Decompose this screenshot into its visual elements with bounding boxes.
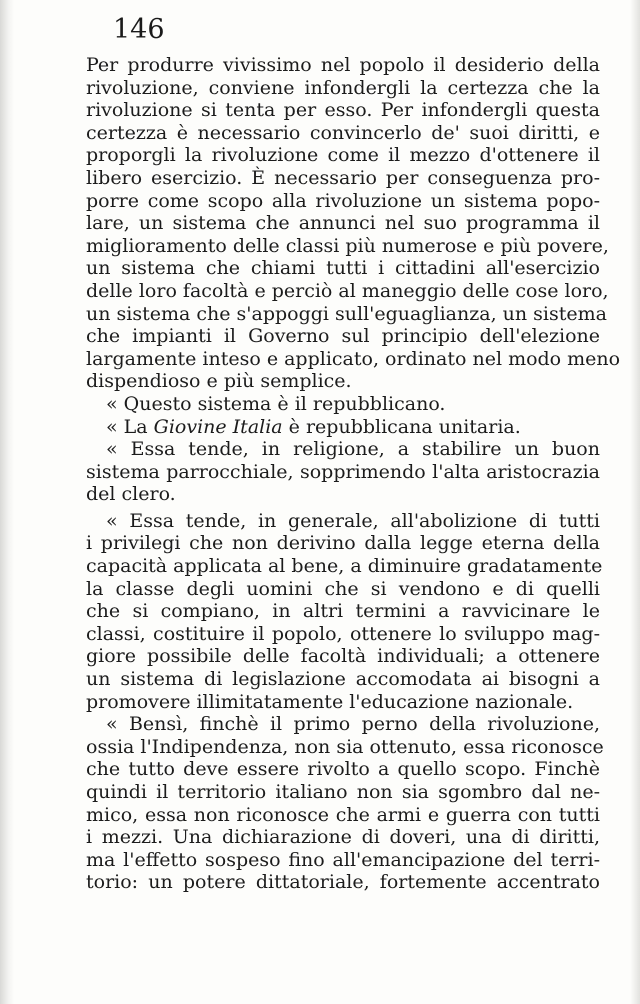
text-line: un sistema che s'appoggi sull'eguaglianza, un sistema	[86, 302, 607, 325]
text-line: « La Giovine Italia è repubblicana unitaria.	[106, 415, 521, 438]
text-line: « Essa tende, in generale, all'abolizione di tutti	[106, 509, 600, 532]
text-line: « Questo sistema è il repubblicano.	[106, 392, 446, 415]
text-line: quindi il territorio italiano non sia sgombro dal ne-	[86, 781, 600, 803]
body-text	[86, 54, 621, 894]
text-line: « Essa tende, in religione, a stabilire un buon	[106, 438, 600, 461]
text-line: del clero.	[86, 483, 176, 506]
text-line: dispendioso e più semplice.	[86, 370, 352, 393]
text-line: un sistema di legislazione accomodata ai bisogni a	[86, 668, 600, 691]
page-number: 146	[113, 14, 165, 45]
text-line: delle loro facoltà e perciò al maneggio delle cose loro,	[86, 279, 609, 302]
text-line: libero esercizio. È necessario per conseguenza pro-	[86, 166, 600, 189]
text-line: la classe degli uomini che si vendono e di quelli	[86, 577, 600, 600]
text-line: porre come scopo alla rivoluzione un sistema popo-	[86, 189, 600, 212]
text-line: i privilegi che non derivino dalla legge eterna della	[86, 532, 600, 555]
text-line: largamente inteso e applicato, ordinato nel modo meno	[86, 347, 621, 370]
text-line: « Bensì, finchè il primo perno della rivoluzione,	[106, 713, 600, 736]
text-line: torio: un potere dittatoriale, fortemente accentrato	[86, 871, 600, 894]
text-line: proporgli la rivoluzione come il mezzo d'ottenere il	[86, 144, 600, 167]
text-line: mico, essa non riconosce che armi e guerra con tutti	[86, 803, 600, 826]
text-line: che si compiano, in altri termini a ravvicinare le	[86, 600, 600, 623]
text-line: che impianti il Governo sul principio dell'elezione	[86, 325, 600, 348]
text-line: miglioramento delle classi più numerose e più povere,	[86, 234, 609, 257]
text-line: certezza è necessario convincerlo de' suoi diritti, e	[86, 121, 600, 144]
text-line: lare, un sistema che annunci nel suo programma il	[86, 212, 600, 235]
text-line: promovere illimitatamente l'educazione nazionale.	[86, 690, 574, 713]
text-line: Per produrre vivissimo nel popolo il desiderio della	[86, 54, 600, 76]
text-line: ossia l'Indipendenza, non sia ottenuto, essa riconosce	[86, 735, 604, 758]
text-line: rivoluzione, conviene infondergli la certezza che la	[86, 76, 600, 99]
text-line: giore possibile delle facoltà individuali; a ottenere	[86, 645, 600, 668]
text-line: che tutto deve essere rivolto a quello scopo. Finchè	[86, 758, 600, 781]
text-line: un sistema che chiami tutti i cittadini all'esercizio	[86, 257, 600, 280]
text-line: capacità applicata al bene, a diminuire gradatamente	[86, 555, 603, 578]
text-line: sistema parrocchiale, sopprimendo l'alta aristocrazia	[86, 460, 600, 483]
page-gutter-shadow	[0, 0, 14, 1004]
text-line: rivoluzione si tenta per esso. Per infondergli questa	[86, 99, 600, 122]
text-line: classi, costituire il popolo, ottenere lo sviluppo mag-	[86, 622, 600, 645]
italic-title: Giovine Italia	[153, 415, 283, 438]
page-edge-shadow	[630, 0, 640, 1004]
text-line: i mezzi. Una dichiarazione di doveri, una di diritti,	[86, 826, 600, 849]
text-line: ma l'effetto sospeso fino all'emancipazione del terri-	[86, 848, 600, 871]
